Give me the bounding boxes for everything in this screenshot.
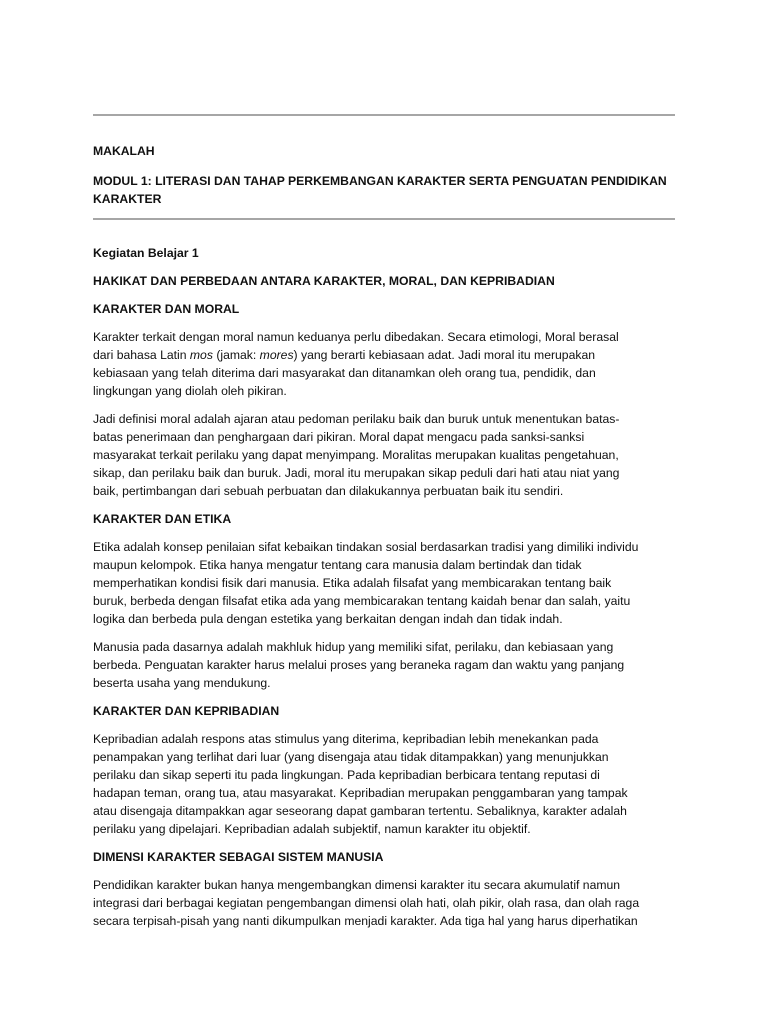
top-horizontal-rule — [93, 114, 675, 116]
paragraph-line: maupun kelompok. Etika hanya mengatur tentang cara manusia dalam bertindak dan tidak — [93, 558, 582, 572]
section-heading-karakter-dan-etika: KARAKTER DAN ETIKA — [93, 512, 232, 526]
paragraph-line: hadapan teman, orang tua, atau masyarakat. Kepribadian merupakan penggambaran yang tampak — [93, 786, 628, 800]
paragraph-line: baik, pertimbangan dari sebuah perbuatan dan dilakukannya perbuatan baik itu sendiri. — [93, 484, 564, 498]
paragraph-line: buruk, berbeda dengan filsafat etika ada yang membicarakan tentang kaidah benar dan salah, yaitu — [93, 594, 631, 608]
italic-term: mores — [259, 348, 294, 362]
italic-term: mos — [189, 348, 213, 362]
paragraph-line: penampakan yang terlihat dari luar (yang disengaja atau tidak ditampakkan) yang menunjukkan — [93, 750, 609, 764]
activity-label: Kegiatan Belajar 1 — [93, 246, 199, 260]
paragraph-line: kebiasaan yang telah diterima dari masyarakat dan ditanamkan oleh orang tua, pendidik, dan — [93, 366, 596, 380]
paragraph-line: perilaku dan sikap seperti itu pada lingkungan. Pada kepribadian berbicara tentang reputasi di — [93, 768, 600, 782]
main-heading: HAKIKAT DAN PERBEDAAN ANTARA KARAKTER, MORAL, DAN KEPRIBADIAN — [93, 274, 555, 288]
paragraph-line: Karakter terkait dengan moral namun keduanya perlu dibedakan. Secara etimologi, Moral berasal — [93, 330, 619, 344]
section-heading-karakter-dan-kepribadian: KARAKTER DAN KEPRIBADIAN — [93, 704, 280, 718]
paragraph-line: beserta usaha yang mendukung. — [93, 676, 271, 690]
paragraph — [93, 638, 675, 692]
paragraph-line: masyarakat terkait perilaku yang dapat menyimpang. Moralitas merupakan kualitas pengetahuan, — [93, 448, 619, 462]
paragraph-line: memperhatikan kondisi fisik dari manusia. Etika adalah filsafat yang membicarakan tentang baik — [93, 576, 612, 590]
paragraph-line: atau disengaja ditampakkan agar seseorang dapat gambaran tertentu. Sebaliknya, karakter adalah — [93, 804, 627, 818]
paragraph — [93, 730, 675, 838]
paragraph-line: Manusia pada dasarnya adalah makhluk hidup yang memiliki sifat, perilaku, dan kebiasaan yang — [93, 640, 614, 654]
paragraph-line — [93, 346, 675, 364]
paragraph-line: Etika adalah konsep penilaian sifat kebaikan tindakan sosial berdasarkan tradisi yang dimiliki individu — [93, 540, 639, 554]
document-page — [93, 0, 675, 930]
paragraph-line: Jadi definisi moral adalah ajaran atau pedoman perilaku baik dan buruk untuk menentukan batas- — [93, 412, 620, 426]
paragraph-line: berbeda. Penguatan karakter harus melalui proses yang beraneka ragam dan waktu yang panjang — [93, 658, 625, 672]
paragraph-line: perilaku yang dipelajari. Kepribadian adalah subjektif, namun karakter itu objektif. — [93, 822, 531, 836]
paragraph — [93, 328, 675, 400]
document-type-label: MAKALAH — [93, 144, 155, 158]
paragraph — [93, 538, 675, 628]
paragraph-line: integrasi dari berbagai kegiatan pengembangan dimensi olah hati, olah pikir, olah rasa, dan olah raga — [93, 896, 640, 910]
paragraph-line: Kepribadian adalah respons atas stimulus yang diterima, kepribadian lebih menekankan pada — [93, 732, 599, 746]
paragraph-line: logika dan berbeda pula dengan estetika yang berkaitan dengan indah dan tidak indah. — [93, 612, 563, 626]
paragraph-line: secara terpisah-pisah yang nanti dikumpulkan menjadi karakter. Ada tiga hal yang harus diperhatikan — [93, 914, 638, 928]
text-segment: dari bahasa Latin — [93, 348, 190, 362]
bottom-horizontal-rule — [93, 218, 675, 220]
text-segment: ) yang berarti kebiasaan adat. Jadi moral itu merupakan — [293, 348, 596, 362]
paragraph — [93, 410, 675, 500]
module-title-line-2: KARAKTER — [93, 192, 162, 206]
section-heading-karakter-dan-moral: KARAKTER DAN MORAL — [93, 302, 240, 316]
module-title-line-1: MODUL 1: LITERASI DAN TAHAP PERKEMBANGAN KARAKTER SERTA PENGUATAN PENDIDIKAN — [93, 174, 667, 188]
paragraph-line: sikap, dan perilaku baik dan buruk. Jadi, moral itu merupakan sikap peduli dari hati atau niat yang — [93, 466, 620, 480]
title-block — [93, 142, 675, 208]
section-heading-dimensi-karakter: DIMENSI KARAKTER SEBAGAI SISTEM MANUSIA — [93, 850, 384, 864]
paragraph-line: batas penerimaan dan penghargaan dari pikiran. Moral dapat mengacu pada sanksi-sanksi — [93, 430, 585, 444]
paragraph — [93, 876, 675, 930]
text-segment: (jamak: — [212, 348, 260, 362]
paragraph-line: Pendidikan karakter bukan hanya mengembangkan dimensi karakter itu secara akumulatif namun — [93, 878, 621, 892]
paragraph-line: lingkungan yang diolah oleh pikiran. — [93, 384, 287, 398]
